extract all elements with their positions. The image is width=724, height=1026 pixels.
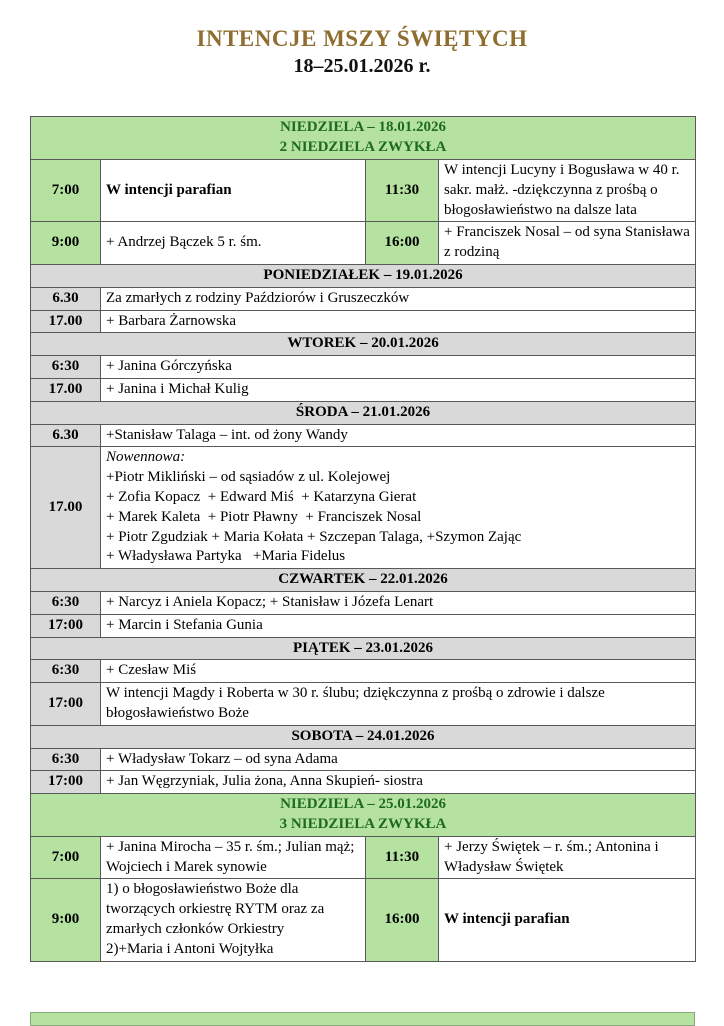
intention-cell: +Stanisław Talaga – int. od żony Wandy: [101, 424, 696, 447]
day-header-line1: NIEDZIELA – 25.01.2026: [280, 796, 446, 813]
day-header-line2: 2 NIEDZIELA ZWYKŁA: [279, 139, 447, 156]
novena-intro: Nowennowa:: [106, 449, 186, 466]
intention-cell: + Władysław Tokarz – od syna Adama: [101, 748, 696, 771]
time-cell: 17.00: [31, 379, 101, 402]
day-header-thursday: CZWARTEK – 22.01.2026: [31, 569, 696, 592]
table-row: [31, 614, 696, 637]
time-cell: 6.30: [31, 424, 101, 447]
intention-cell: [101, 879, 366, 961]
table-row: [31, 447, 696, 569]
date-range-subtitle: 18–25.01.2026 r.: [293, 55, 431, 78]
intention-line: 1) o błogosławieństwo Boże dla tworzących orkiestrę RYTM oraz za zmarłych członków Orkiestry: [106, 881, 325, 937]
day-header-row: [31, 569, 696, 592]
day-header-friday: PIĄTEK – 23.01.2026: [31, 637, 696, 660]
day-header-line2: 3 NIEDZIELA ZWYKŁA: [279, 815, 447, 832]
time-cell: 7:00: [31, 836, 101, 879]
table-row: [31, 287, 696, 310]
intention-cell: W intencji Magdy i Roberta w 30 r. ślubu; dziękczynna z prośbą o zdrowie i dalsze błogosławieństwo Boże: [101, 683, 696, 726]
mass-intentions-table: [30, 116, 696, 961]
day-header-row: [31, 265, 696, 288]
intention-cell: + Janina Mirocha – 35 r. śm.; Julian mąż; Wojciech i Marek synowie: [101, 836, 366, 879]
intention-cell: + Jan Węgrzyniak, Julia żona, Anna Skupień- siostra: [101, 771, 696, 794]
time-cell: 6:30: [31, 748, 101, 771]
day-header-wednesday: ŚRODA – 21.01.2026: [31, 401, 696, 424]
day-header-line1: NIEDZIELA – 18.01.2026: [280, 119, 446, 136]
title-block: [0, 26, 724, 78]
time-cell: 7:00: [31, 160, 101, 222]
table-row: [31, 379, 696, 402]
time-cell: 16:00: [366, 879, 439, 961]
time-cell: 17:00: [31, 771, 101, 794]
day-header-row: [31, 401, 696, 424]
intention-cell: + Czesław Miś: [101, 660, 696, 683]
page-title: INTENCJE MSZY ŚWIĘTYCH: [196, 26, 528, 51]
next-page-header-strip: [30, 1012, 695, 1026]
time-cell: 6:30: [31, 591, 101, 614]
table-row: [31, 222, 696, 265]
intention-cell: + Andrzej Bączek 5 r. śm.: [101, 222, 366, 265]
day-header-saturday: SOBOTA – 24.01.2026: [31, 725, 696, 748]
novena-line: +Piotr Mikliński – od sąsiadów z ul. Kolejowej: [106, 469, 391, 486]
day-header-tuesday: WTOREK – 20.01.2026: [31, 333, 696, 356]
intention-cell: + Marcin i Stefania Gunia: [101, 614, 696, 637]
day-header-row: [31, 637, 696, 660]
day-header-row: [31, 333, 696, 356]
time-cell: 17.00: [31, 310, 101, 333]
table-row: [31, 879, 696, 961]
intention-cell: + Janina Górczyńska: [101, 356, 696, 379]
day-header-sunday-25: [31, 794, 696, 837]
time-cell: 17:00: [31, 614, 101, 637]
day-header-row: [31, 725, 696, 748]
novena-line: + Zofia Kopacz + Edward Miś + Katarzyna Gierat: [106, 488, 417, 505]
intention-line: 2)+Maria i Antoni Wojtyłka: [106, 940, 274, 957]
table-row: [31, 356, 696, 379]
table-row: [31, 748, 696, 771]
novena-line: + Marek Kaleta + Piotr Pławny + Franciszek Nosal: [106, 508, 422, 525]
table-row: [31, 836, 696, 879]
intention-cell: W intencji parafian: [439, 879, 696, 961]
time-cell: 6:30: [31, 356, 101, 379]
intention-cell: + Barbara Żarnowska: [101, 310, 696, 333]
time-cell: 11:30: [366, 160, 439, 222]
intention-cell: + Jerzy Świętek – r. śm.; Antonina i Władysław Świętek: [439, 836, 696, 879]
time-cell: 9:00: [31, 879, 101, 961]
time-cell: 16:00: [366, 222, 439, 265]
time-cell: 6.30: [31, 287, 101, 310]
table-row: [31, 683, 696, 726]
table-row: [31, 310, 696, 333]
intention-cell: Za zmarłych z rodziny Paździorów i Gruszeczków: [101, 287, 696, 310]
intention-cell-novena: [101, 447, 696, 569]
intention-cell: + Franciszek Nosal – od syna Stanisława z rodziną: [439, 222, 696, 265]
time-cell: 17:00: [31, 683, 101, 726]
intention-cell: + Narcyz i Aniela Kopacz; + Stanisław i Józefa Lenart: [101, 591, 696, 614]
day-header-row: [31, 794, 696, 837]
novena-line: + Władysława Partyka +Maria Fidelus: [106, 548, 346, 565]
table-row: [31, 660, 696, 683]
day-header-row: [31, 117, 696, 160]
time-cell: 11:30: [366, 836, 439, 879]
time-cell: 6:30: [31, 660, 101, 683]
time-cell: 9:00: [31, 222, 101, 265]
intention-cell: W intencji Lucyny i Bogusława w 40 r. sakr. małż. -dziękczynna z prośbą o błogosławieństwo na dalsze lata: [439, 160, 696, 222]
intention-cell: W intencji parafian: [101, 160, 366, 222]
novena-line: + Piotr Zgudziak + Maria Kołata + Szczepan Talaga, +Szymon Zając: [106, 528, 522, 545]
table-row: [31, 160, 696, 222]
table-row: [31, 591, 696, 614]
day-header-sunday-18: [31, 117, 696, 160]
table-row: [31, 424, 696, 447]
day-header-monday: PONIEDZIAŁEK – 19.01.2026: [31, 265, 696, 288]
table-row: [31, 771, 696, 794]
time-cell: 17.00: [31, 447, 101, 569]
intention-cell: + Janina i Michał Kulig: [101, 379, 696, 402]
